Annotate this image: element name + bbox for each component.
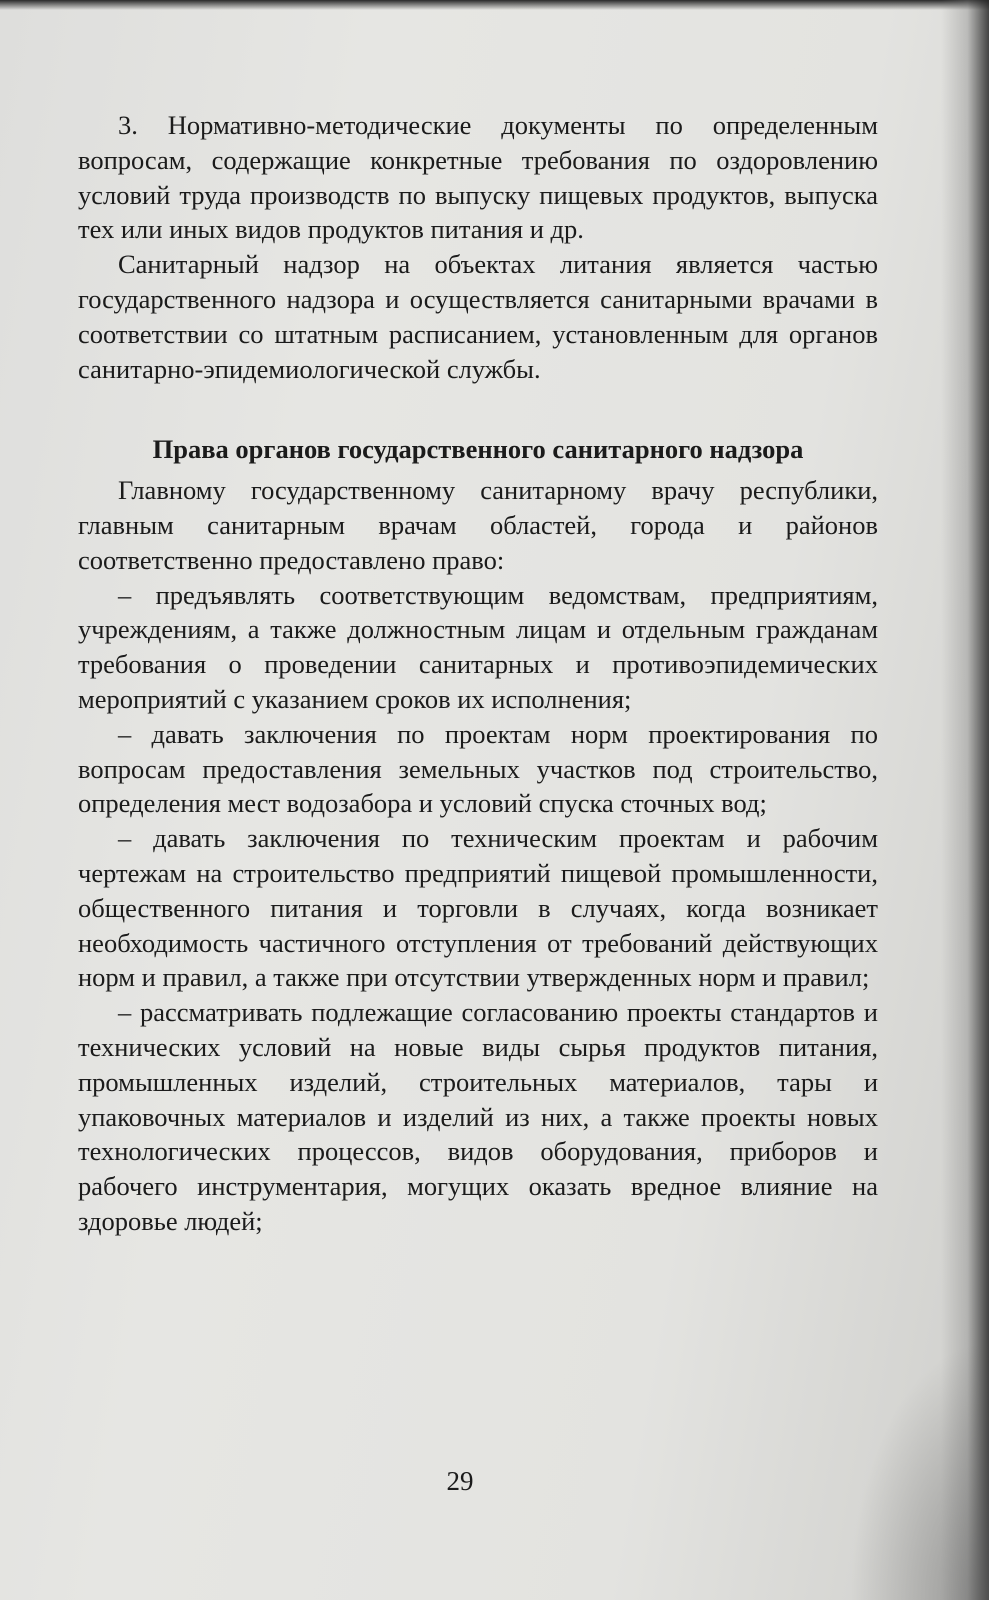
list-item-requirements: – предъявлять соответствующим ведомствам, предприятиям, учреждениям, а также должностным лицам и отдельным гражданам требования о проведении санитарных и противоэпидемических мероприятий с указанием сроков их исполнения; xyxy=(78,579,878,714)
list-item-technical-projects: – давать заключения по техническим проектам и рабочим чертежам на строительство предприятий пищевой промышленности, общественного питания и торговли в случаях, когда возникает необходимость частичного отступления от требований действующих норм и правил, а также при отсутствии утвержденных норм и правил; xyxy=(78,823,878,993)
section-heading: Права органов государственного санитарного надзора xyxy=(152,434,804,465)
page-number: 29 xyxy=(446,1466,474,1496)
paragraph-sanitary-supervision: Санитарный надзор на объектах литания является частью государственного надзора и осуществляется санитарными врачами в соответствии со штатным расписанием, установленным для органов санитарно-эпидемиологической службы. xyxy=(78,249,878,384)
paragraph-normative-documents: 3. Нормативно-методические документы по определенным вопросам, содержащие конкретные требования по оздоровлению условий труда производств по выпуску пищевых продуктов, выпуска тех или иных видов продуктов питания и др. xyxy=(78,110,878,245)
scan-top-edge-shadow xyxy=(0,0,989,10)
page-text-block xyxy=(78,108,878,1239)
paragraph-rights-intro: Главному государственному санитарному врачу республики, главным санитарным врачам областей, города и районов соответственно предоставлено право: xyxy=(78,475,878,575)
list-item-standards-review: – рассматривать подлежащие согласованию проекты стандартов и технических условий на новые виды сырья продуктов питания, промышленных изделий, строительных материалов, тары и упаковочных материалов и изделий из них, а также проекты новых технологических процессов, видов оборудования, приборов и рабочего инструментария, могущих оказать вредное влияние на здоровье людей; xyxy=(78,997,878,1236)
list-item-design-norms: – давать заключения по проектам норм проектирования по вопросам предоставления земельных участков под строительство, определения мест водозабора и условий спуска сточных вод; xyxy=(78,718,878,819)
